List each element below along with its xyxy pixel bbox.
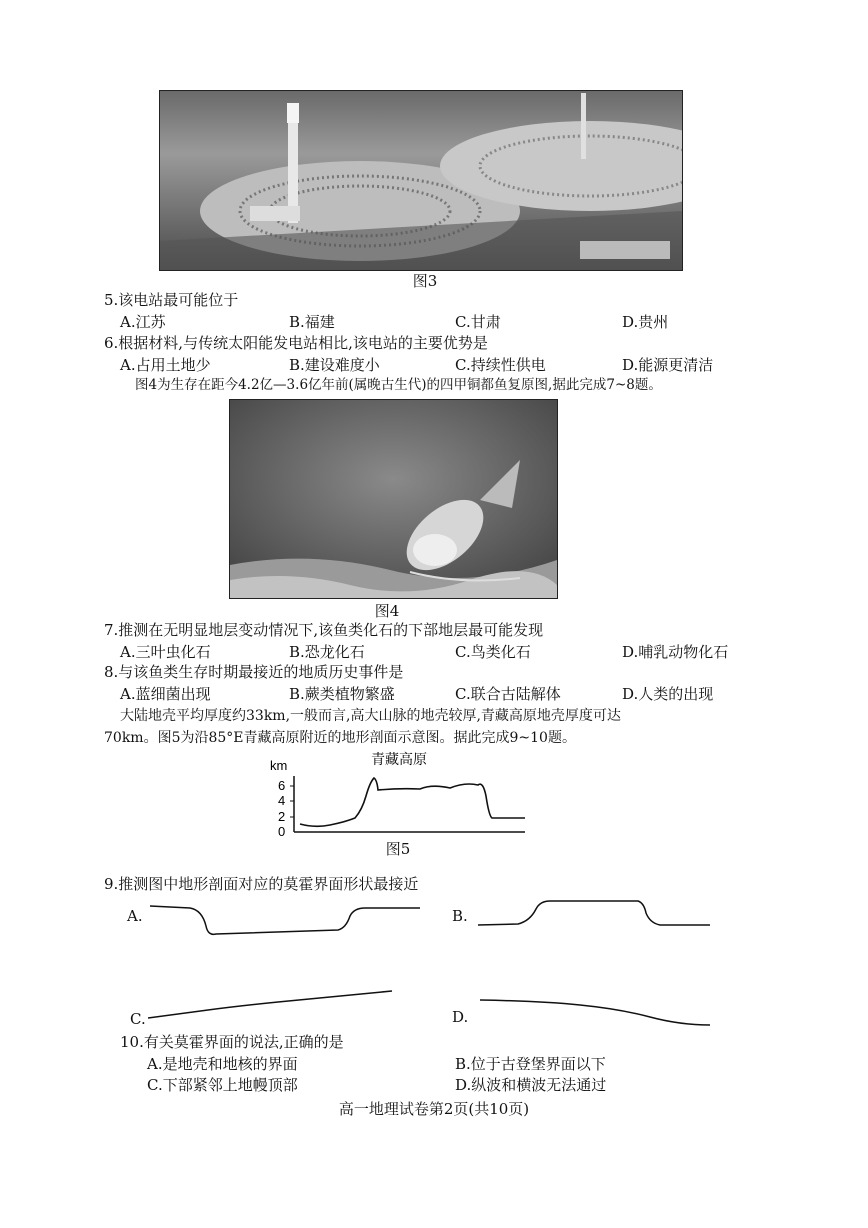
y-tick-0: 0	[278, 824, 286, 838]
q10-option-c[interactable]: C.下部紧邻上地幔顶部	[147, 1076, 298, 1094]
q7-option-a[interactable]: A.三叶虫化石	[120, 643, 211, 661]
q6-option-b[interactable]: B.建设难度小	[289, 356, 380, 374]
q8-option-b[interactable]: B.蕨类植物繁盛	[289, 685, 395, 703]
intro-questions-9-10-line1: 大陆地壳平均厚度约33km,一般而言,高大山脉的地壳较厚,青藏高原地壳厚度可达	[120, 708, 621, 724]
y-tick-4: 4	[278, 793, 286, 808]
profile-title: 青藏高原	[371, 752, 427, 768]
q5-option-b[interactable]: B.福建	[289, 313, 335, 331]
y-tick-6: 6	[278, 778, 286, 793]
intro-questions-7-8: 图4为生存在距今4.2亿—3.6亿年前(属晚古生代)的四甲铜都鱼复原图,据此完成7~8题。	[135, 377, 662, 393]
q10-option-a[interactable]: A.是地壳和地核的界面	[147, 1055, 298, 1073]
figure-3-caption: 图3	[412, 272, 438, 290]
q9-option-b-curve[interactable]	[478, 895, 713, 935]
q6-option-c[interactable]: C.持续性供电	[455, 356, 546, 374]
q9-option-a-curve[interactable]	[150, 898, 420, 943]
q5-option-a[interactable]: A.江苏	[120, 313, 166, 331]
fish-reconstruction-photo	[229, 399, 558, 599]
q5-option-d[interactable]: D.贵州	[622, 313, 669, 331]
q9-option-d[interactable]: D.	[452, 1008, 469, 1026]
q9-option-d-curve[interactable]	[480, 995, 712, 1030]
solar-station-photo	[159, 90, 683, 271]
q9-option-a[interactable]: A.	[127, 907, 143, 925]
question-9-stem: 9.推测图中地形剖面对应的莫霍界面形状最接近	[104, 875, 419, 893]
y-tick-2: 2	[278, 809, 286, 824]
q10-option-d[interactable]: D.纵波和横波无法通过	[455, 1076, 607, 1094]
y-axis-unit: km	[270, 758, 288, 773]
q7-option-b[interactable]: B.恐龙化石	[289, 643, 365, 661]
q7-option-c[interactable]: C.鸟类化石	[455, 643, 531, 661]
q6-option-d[interactable]: D.能源更清洁	[622, 356, 714, 374]
page-footer: 高一地理试卷第2页(共10页)	[338, 1100, 530, 1118]
q6-option-a[interactable]: A.占用土地少	[120, 356, 211, 374]
question-5-stem: 5.该电站最可能位于	[104, 291, 239, 309]
q9-option-c-curve[interactable]	[148, 988, 393, 1023]
question-7-stem: 7.推测在无明显地层变动情况下,该鱼类化石的下部地层最可能发现	[104, 621, 544, 639]
figure-5-caption: 图5	[385, 840, 411, 858]
question-6-stem: 6.根据材料,与传统太阳能发电站相比,该电站的主要优势是	[104, 334, 488, 352]
q9-option-c[interactable]: C.	[130, 1010, 146, 1028]
q5-option-c[interactable]: C.甘肃	[455, 313, 501, 331]
q8-option-c[interactable]: C.联合古陆解体	[455, 685, 561, 703]
question-8-stem: 8.与该鱼类生存时期最接近的地质历史事件是	[104, 663, 404, 681]
intro-questions-9-10-line2: 70km。图5为沿85°E青藏高原附近的地形剖面示意图。据此完成9~10题。	[104, 730, 576, 746]
q10-option-b[interactable]: B.位于古登堡界面以下	[455, 1055, 606, 1073]
question-10-stem: 10.有关莫霍界面的说法,正确的是	[120, 1033, 344, 1051]
terrain-profile-line	[300, 778, 525, 826]
terrain-profile-chart	[260, 748, 540, 838]
figure-4-caption: 图4	[374, 602, 400, 620]
q9-option-b[interactable]: B.	[452, 907, 468, 925]
q7-option-d[interactable]: D.哺乳动物化石	[622, 643, 729, 661]
q8-option-d[interactable]: D.人类的出现	[622, 685, 714, 703]
q8-option-a[interactable]: A.蓝细菌出现	[120, 685, 211, 703]
